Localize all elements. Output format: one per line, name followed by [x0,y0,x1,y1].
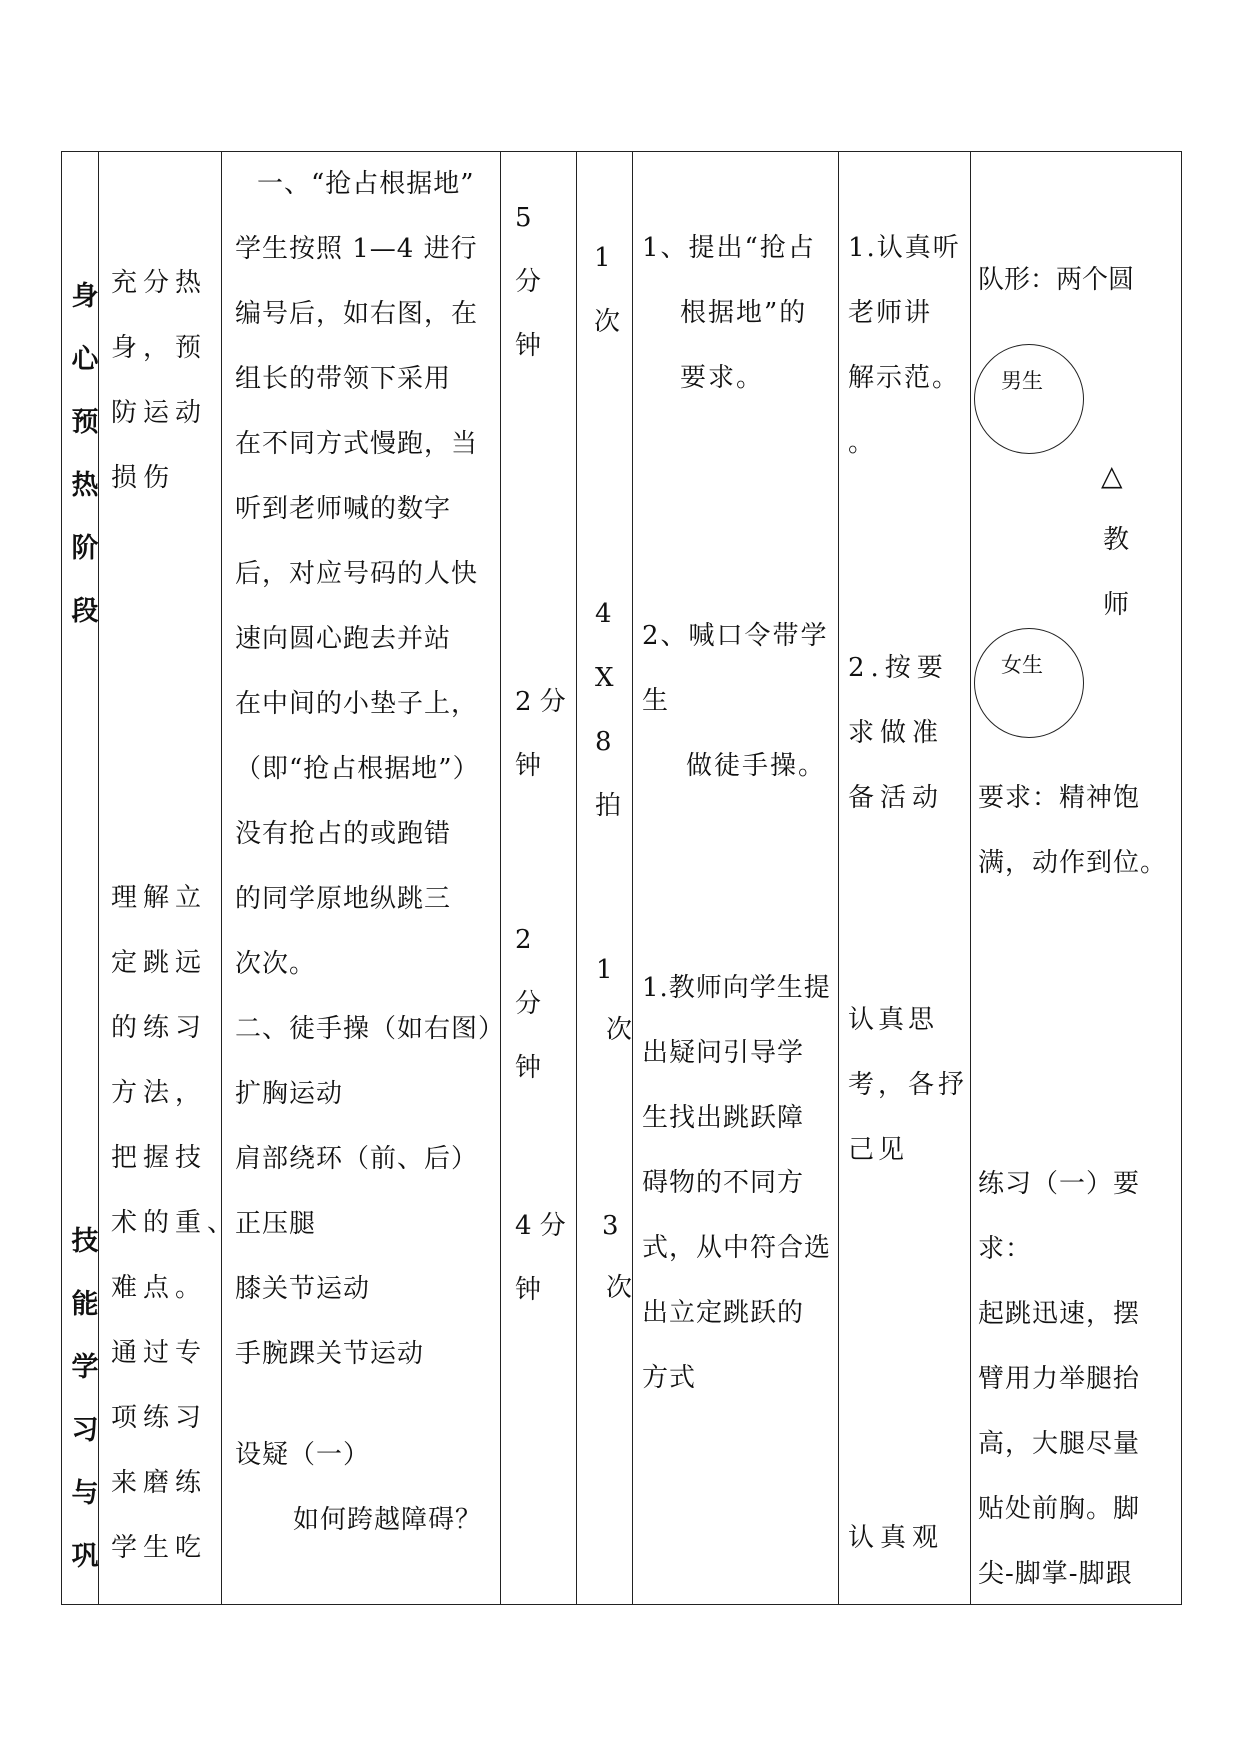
column-divider [838,152,839,1604]
column-divider [576,152,577,1604]
girls-circle [974,628,1084,738]
boys-label: 男生 [1001,369,1043,393]
time-question: 2 分 钟 [515,925,542,1083]
time-practice: 4 分 钟 [515,1211,566,1305]
teacher-position-label: 教 师 [1103,525,1130,620]
content-text: 一、“抢占根据地” 学生按照 1—4 进行 编号后，如右图，在 组长的带领下采用 在不同方式慢跑，当 听到老师喊的数字 后，对应号码的人快 速向圆心跑去并站 在中间的小垫子上， （即“抢占根据地”） 没有抢占的或跑错 的同学原地纵跳三 次次。 二、徒手操（如右图） 扩胸运动 肩部绕环（前、后） 正压腿 膝关节运动 手腕踝关节运动 设疑（一） 如何跨越障碍？ [235,169,506,1535]
count-game: 1 次 [594,243,621,337]
requirement-warmup: 要求：精神饱 满，动作到位。 [978,783,1168,878]
boys-circle [974,344,1084,454]
teacher-activity-b: 2、喊口令带学 生 做徒手操。 [642,621,829,781]
teacher-triangle-icon: △ [1101,459,1123,492]
count-question-unit: 次 [606,1015,633,1045]
count-exercise: 4 X 8 拍 [595,599,622,821]
count-question-number: 1 [596,955,613,985]
time-warmup-game: 5 分 钟 [515,203,542,361]
formation-label: 队形：两个圆 [978,265,1135,295]
objective-skill: 理解立 定跳远 的练习 方法， 把握技 术的重、 难点。 通过专 项练习 来磨练 学生吃 [111,883,240,1563]
count-practice-number: 3 [602,1211,619,1241]
student-activity-d: 认真观 [848,1523,945,1553]
stage-label-warmup: 身 心 预 热 阶 段 [71,281,99,627]
objective-warmup: 充分热 身，预 防运动 损伤 [111,268,208,493]
girls-label: 女生 [1001,653,1043,677]
column-divider [970,152,971,1604]
requirement-practice: 练习（一）要 求： 起跳迅速，摆 臂用力举腿抬 高，大腿尽量 贴处前胸。脚 尖-脚掌-脚跟 [978,1169,1141,1589]
student-activity-a: 1.认真听 老师讲 解示范。 。 [848,233,961,458]
teacher-activity-a: 1、提出“抢占 根据地”的 要求。 [642,233,816,393]
time-exercise: 2 分 钟 [515,687,566,781]
column-divider [632,152,633,1604]
count-practice-unit: 次 [606,1273,633,1303]
student-activity-c: 认真思 考，各抒 己见 [848,1005,969,1165]
stage-label-skill: 技 能 学 习 与 巩 [71,1226,99,1572]
student-activity-b: 2.按要 求做准 备活动 [848,653,949,813]
teacher-activity-c: 1.教师向学生提 出疑问引导学 生找出跳跃障 碍物的不同方 式，从中符合选 出立定跳跃的 方式 [642,973,832,1393]
